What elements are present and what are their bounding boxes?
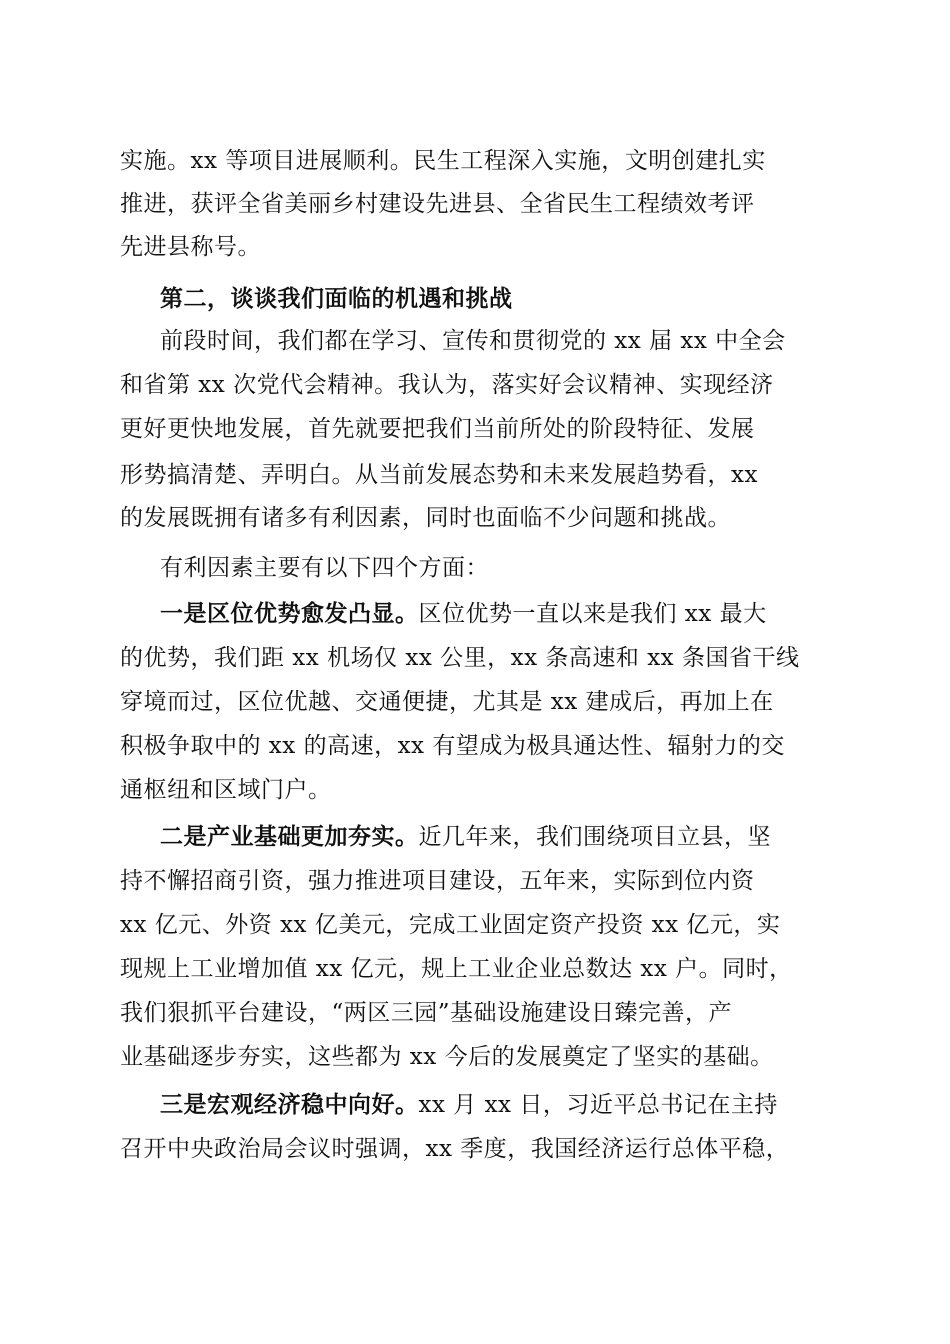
text-line: 推进，获评全省美丽乡村建设先进县、全省民生工程绩效考评 xyxy=(120,191,755,217)
text-line: 前段时间，我们都在学习、宣传和贯彻党的 xx 届 xx 中全会 xyxy=(160,328,786,354)
text-line: 先进县称号。 xyxy=(120,234,261,260)
text-line: xx 亿元、外资 xx 亿美元，完成工业固定资产投资 xx 亿元，实 xyxy=(120,912,781,938)
paragraph-line xyxy=(160,599,870,629)
text-line: 召开中央政治局会议时强调，xx 季度，我国经济运行总体平稳， xyxy=(120,1136,790,1162)
text-line: 的优势，我们距 xx 机场仅 xx 公里，xx 条高速和 xx 条国省干线 xyxy=(120,645,800,671)
paragraph-lead: 一是区位优势愈发凸显。 xyxy=(160,600,419,627)
text-line: 我们狠抓平台建设，“两区三园”基础设施建设日臻完善，产 xyxy=(120,1000,733,1026)
text-line: 业基础逐步夯实，这些都为 xx 今后的发展奠定了坚实的基础。 xyxy=(120,1044,774,1070)
paragraph-line xyxy=(160,822,870,852)
text-line: 通枢纽和区域门户。 xyxy=(120,777,332,803)
text-line: 现规上工业增加值 xx 亿元，规上工业企业总数达 xx 户。同时， xyxy=(120,956,793,982)
text-line: 更好更快地发展，首先就要把我们当前所处的阶段特征、发展 xyxy=(120,416,755,442)
text-line: 实施。xx 等项目进展顺利。民生工程深入实施，文明创建扎实 xyxy=(120,148,766,174)
paragraph-text: 近几年来，我们围绕项目立县，坚 xyxy=(418,824,771,850)
text-line: 的发展既拥有诸多有利因素，同时也面临不少问题和挑战。 xyxy=(120,505,731,531)
text-line: 和省第 xx 次党代会精神。我认为，落实好会议精神、实现经济 xyxy=(120,372,774,398)
paragraph-lead: 二是产业基础更加夯实。 xyxy=(160,823,419,850)
paragraph-text: xx 月 xx 日，习近平总书记在主持 xyxy=(418,1092,778,1118)
text-line: 有利因素主要有以下四个方面： xyxy=(160,555,489,581)
text-line: 持不懈招商引资，强力推进项目建设，五年来，实际到位内资 xyxy=(120,868,755,894)
text-line: 形势搞清楚、弄明白。从当前发展态势和未来发展趋势看，xx xyxy=(120,462,758,488)
paragraph-text: 区位优势一直以来是我们 xx 最大 xyxy=(418,601,767,627)
text-line: 积极争取中的 xx 的高速，xx 有望成为极具通达性、辐射力的交 xyxy=(120,733,785,759)
paragraph-line xyxy=(160,1090,870,1120)
paragraph-lead: 三是宏观经济稳中向好。 xyxy=(160,1091,419,1118)
text-line: 穿境而过，区位优越、交通便捷，尤其是 xx 建成后，再加上在 xyxy=(120,689,774,715)
section-heading: 第二，谈谈我们面临的机遇和挑战 xyxy=(160,285,513,312)
